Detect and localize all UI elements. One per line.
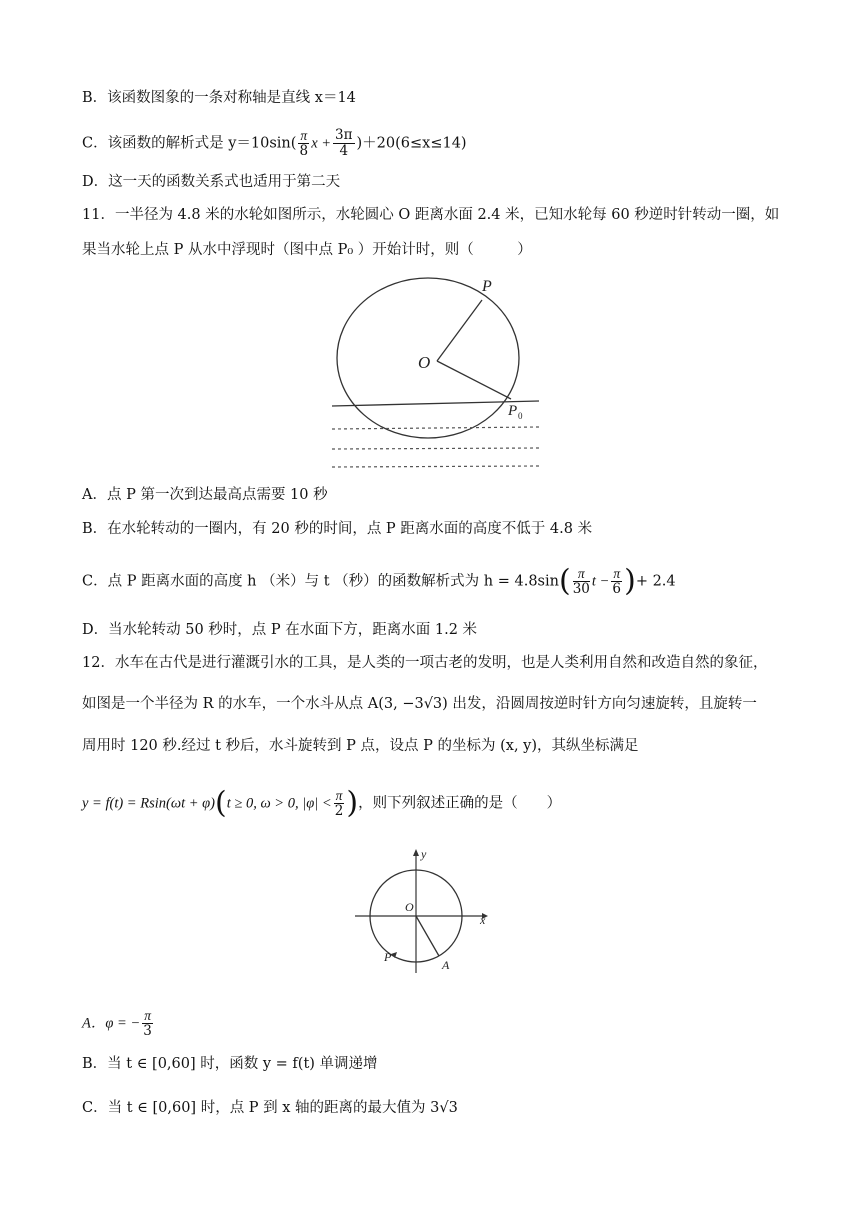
q10-option-d: D．这一天的函数关系式也适用于第二天 <box>82 174 341 190</box>
water-dashed-line-2 <box>332 448 539 449</box>
q12-option-a <box>82 1008 155 1039</box>
q11-option-d: D．当水轮转动 50 秒时，点 P 在水面下方，距离水面 1.2 米 <box>82 622 478 638</box>
q10-option-c <box>82 128 467 159</box>
label-p: P <box>482 278 492 295</box>
q10-option-b: B．该函数图象的一条对称轴是直线 x＝14 <box>82 90 356 106</box>
q12-stem-line-4-suffix: ，则下列叙述正确的是（ ） <box>358 795 562 812</box>
label-a: A <box>442 958 450 972</box>
water-wheel-figure <box>330 272 540 472</box>
q12-stem-line-2: 如图是一个半径为 R 的水车，一个水斗从点 A(3, −3√3) 出发，沿圆周按逆时针方向匀速旋转，且旋转一 <box>82 696 757 712</box>
water-dashed-line-3 <box>332 466 539 467</box>
q11-stem-line-2: 果当水轮上点 P 从水中浮现时（图中点 P₀ ）开始计时，则（ ） <box>82 242 532 258</box>
q12-stem-line-1: 12．水车在古代是进行灌溉引水的工具，是人类的一项古老的发明，也是人类利用自然和改造自然的象征， <box>82 655 768 671</box>
q11-paren-open: ( <box>558 563 571 599</box>
q10-option-c-frac2: $\frac{3\pi}{4}$ <box>335 127 353 159</box>
water-wheel-axes-figure <box>355 845 495 980</box>
y-axis-arrow <box>413 849 419 856</box>
label-p0: P <box>508 403 518 419</box>
label-y: y <box>421 847 427 861</box>
label-p0-subscript: 0 <box>518 411 523 421</box>
q11-option-b: B．在水轮转动的一圈内，有 20 秒的时间，点 P 距离水面的高度不低于 4.8 米 <box>82 521 593 537</box>
label-p: P <box>384 950 392 964</box>
q12-condition: t ≥ 0, ω > 0, |φ| < <box>226 795 332 812</box>
radius-op <box>437 300 482 361</box>
q10-option-c-frac1: $\frac{\pi}{8}$ <box>299 128 309 159</box>
q12-stem-line-3: 周用时 120 秒.经过 t 秒后，水斗旋转到 P 点，设点 P 的坐标为 (x, y)，其纵坐标满足 <box>82 738 639 754</box>
radius-oa <box>416 916 439 956</box>
q12-function-def: y = f(t) = Rsin(ωt + φ) <box>82 795 215 812</box>
q10-option-c-prefix: C．该函数的解析式是 y＝10sin( <box>82 135 297 152</box>
q12-option-a-frac: $\frac{\pi}{3}$ <box>143 1008 152 1039</box>
label-x: x <box>480 913 486 927</box>
q12-paren-open: ( <box>214 785 227 821</box>
q10-option-c-suffix: )＋20(6≤x≤14) <box>356 135 467 152</box>
q11-paren-close: ) <box>624 563 636 599</box>
q11-option-a: A．点 P 第一次到达最高点需要 10 秒 <box>82 487 328 503</box>
label-o: O <box>405 900 414 914</box>
q12-paren-close: ) <box>346 785 359 821</box>
q11-option-c <box>82 563 676 599</box>
radius-op0 <box>437 361 511 399</box>
q11-option-c-frac2: $\frac{\pi}{6}$ <box>612 566 621 597</box>
q12-option-a-prefix: A．φ = − <box>82 1015 141 1032</box>
q12-option-c: C．当 t ∈ [0,60] 时，点 P 到 x 轴的距离的最大值为 3√3 <box>82 1100 458 1116</box>
q11-option-c-suffix: + 2.4 <box>635 573 676 590</box>
q11-option-c-prefix: C．点 P 距离水面的高度 h （米）与 t （秒）的函数解析式为 h = 4.8sin <box>82 573 559 590</box>
label-o: O <box>418 353 431 372</box>
q12-condition-frac: $\frac{\pi}{2}$ <box>334 788 344 819</box>
q10-option-c-mid: x + <box>311 135 332 152</box>
q11-option-c-t: t − <box>591 573 610 590</box>
q11-option-c-frac1: $\frac{\pi}{30}$ <box>572 566 590 597</box>
q11-stem-line-1: 11．一半径为 4.8 米的水轮如图所示，水轮圆心 O 距离水面 2.4 米，已知水轮每 60 秒逆时针转动一圈，如 <box>82 207 780 223</box>
water-dashed-line-1 <box>332 427 539 429</box>
q12-option-b: B．当 t ∈ [0,60] 时，函数 y = f(t) 单调递增 <box>82 1056 378 1072</box>
q12-stem-line-4 <box>82 785 562 821</box>
